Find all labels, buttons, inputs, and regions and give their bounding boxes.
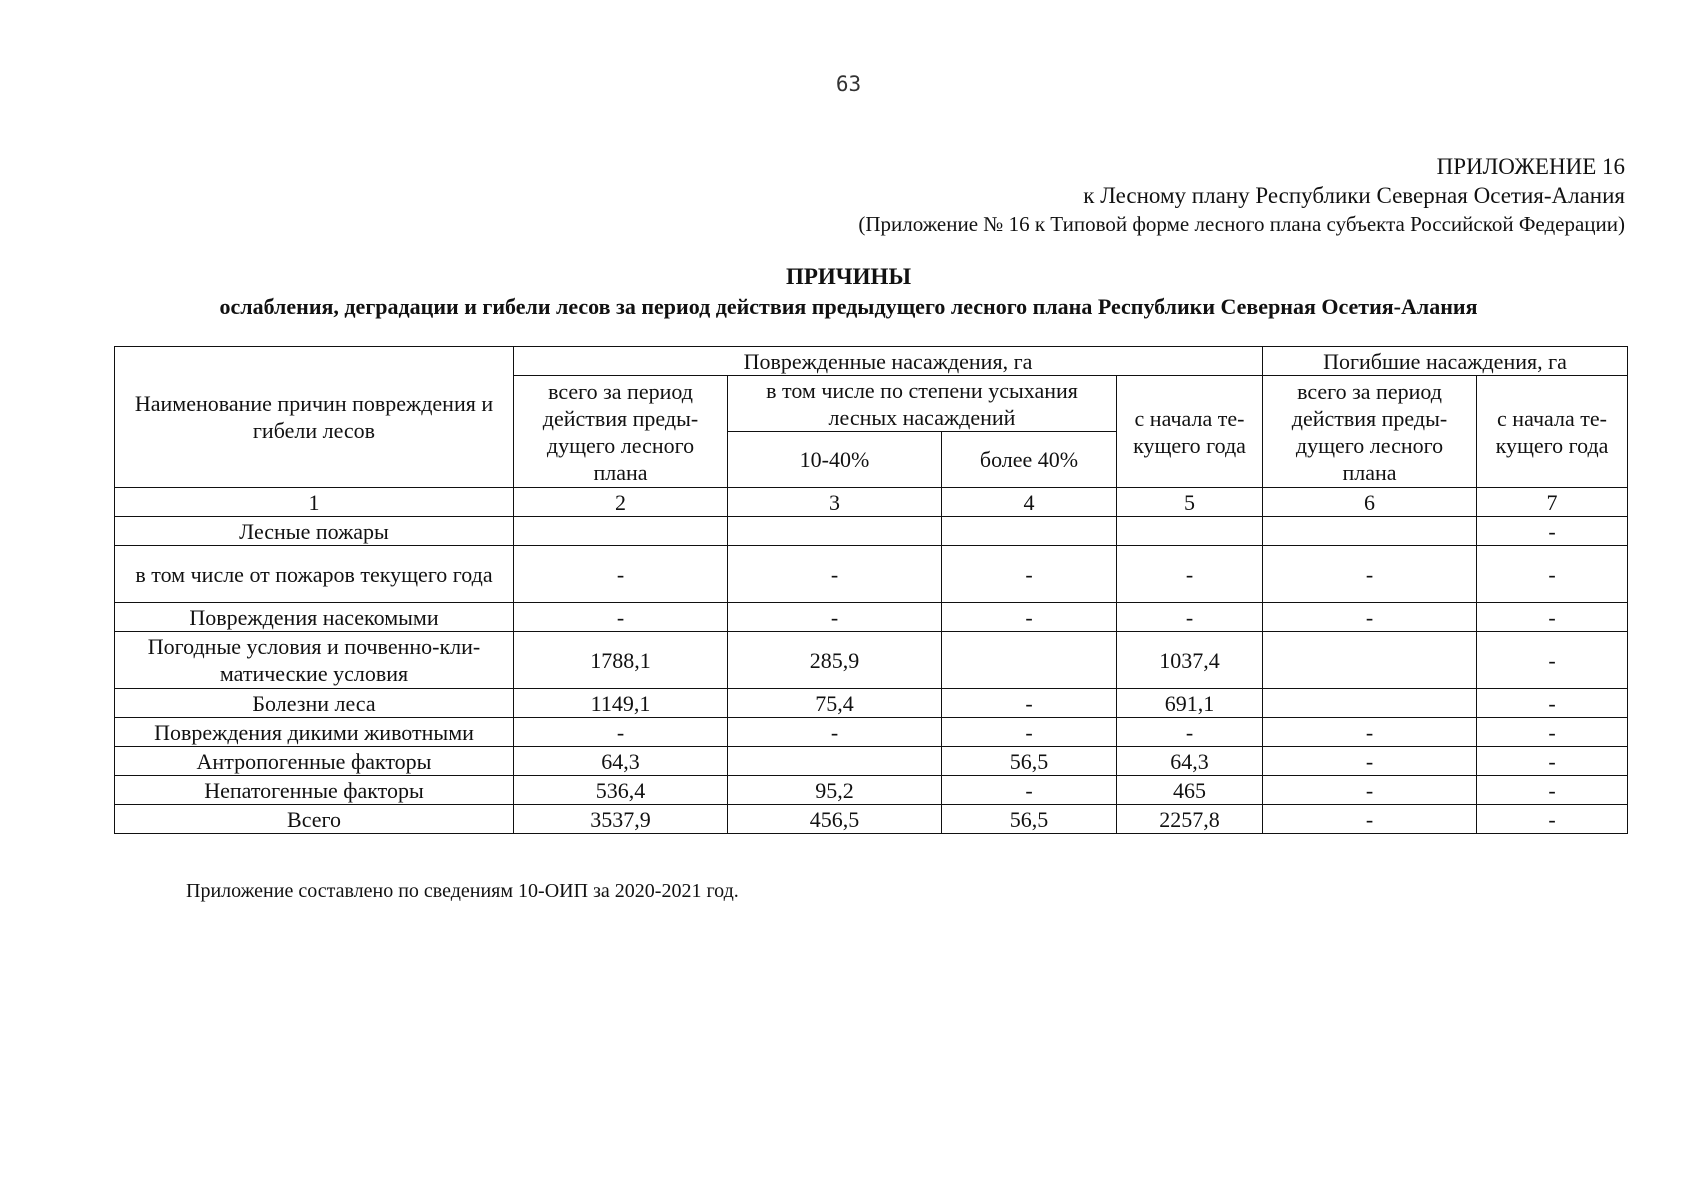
- page-number: 63: [835, 72, 862, 96]
- cell-damaged-current: 1037,4: [1117, 632, 1263, 689]
- header-row-1: [115, 347, 1628, 376]
- table-row: [115, 747, 1628, 776]
- cell-degree-over-40: -: [942, 776, 1117, 805]
- cell-degree-10-40: [728, 747, 942, 776]
- row-name: в том числе от пожаров текущего года: [115, 546, 514, 603]
- cell-dead-total: -: [1263, 718, 1477, 747]
- cell-degree-10-40: 285,9: [728, 632, 942, 689]
- table-row-total: [115, 805, 1628, 834]
- header-degree-over-40: более 40%: [942, 432, 1117, 488]
- document-title: ПРИЧИНЫ: [785, 264, 912, 289]
- cell-degree-10-40: 456,5: [728, 805, 942, 834]
- table-row: [115, 689, 1628, 718]
- table-row: [115, 632, 1628, 689]
- cell-damaged-current: -: [1117, 718, 1263, 747]
- cell-degree-over-40: -: [942, 603, 1117, 632]
- row-name: Повреждения насекомыми: [115, 603, 514, 632]
- cell-degree-over-40: [942, 517, 1117, 546]
- appendix-reference: к Лесному плану Республики Северная Осетия-Алания: [1083, 183, 1625, 208]
- header-cause: Наименование причин повреждения и гибели лесов: [115, 347, 514, 488]
- cell-dead-total: -: [1263, 546, 1477, 603]
- column-number: 2: [514, 488, 728, 517]
- cell-degree-10-40: -: [728, 603, 942, 632]
- cell-damaged-total: 536,4: [514, 776, 728, 805]
- cell-degree-over-40: -: [942, 546, 1117, 603]
- cell-dead-total: [1263, 517, 1477, 546]
- cell-damaged-total: 1149,1: [514, 689, 728, 718]
- cell-dead-total: -: [1263, 603, 1477, 632]
- forest-damage-table: [114, 346, 1628, 834]
- table-row: [115, 718, 1628, 747]
- appendix-title: ПРИЛОЖЕНИЕ 16: [1436, 154, 1625, 179]
- header-damaged-degree: в том числе по степени усыхания лесных насаждений: [728, 376, 1117, 432]
- document-subtitle: ослабления, деградации и гибели лесов за период действия предыдущего лесного плана Республики Северная Осетия-Алания: [219, 294, 1478, 319]
- header-damaged-total: всего за период действия преды-дущего лесного плана: [514, 376, 728, 488]
- cell-dead-current: -: [1477, 603, 1628, 632]
- column-number: 7: [1477, 488, 1628, 517]
- row-name: Антропогенные факторы: [115, 747, 514, 776]
- column-number: 5: [1117, 488, 1263, 517]
- row-name: Болезни леса: [115, 689, 514, 718]
- cell-damaged-current: 2257,8: [1117, 805, 1263, 834]
- column-number: 3: [728, 488, 942, 517]
- cell-degree-over-40: -: [942, 689, 1117, 718]
- header-dead: Погибшие насаждения, га: [1263, 347, 1628, 376]
- table-row: [115, 603, 1628, 632]
- cell-degree-10-40: -: [728, 546, 942, 603]
- column-number: 1: [115, 488, 514, 517]
- cell-damaged-total: 3537,9: [514, 805, 728, 834]
- cell-damaged-current: 465: [1117, 776, 1263, 805]
- footnote: Приложение составлено по сведениям 10-ОИП за 2020-2021 год.: [186, 880, 739, 902]
- cell-degree-10-40: [728, 517, 942, 546]
- cell-dead-current: -: [1477, 805, 1628, 834]
- header-dead-total: всего за период действия преды-дущего лесного плана: [1263, 376, 1477, 488]
- cell-damaged-current: 691,1: [1117, 689, 1263, 718]
- cell-dead-current: -: [1477, 747, 1628, 776]
- cell-damaged-current: -: [1117, 603, 1263, 632]
- cell-dead-total: -: [1263, 805, 1477, 834]
- column-numbers-row: [115, 488, 1628, 517]
- cell-damaged-total: [514, 517, 728, 546]
- row-name: Лесные пожары: [115, 517, 514, 546]
- cell-dead-total: -: [1263, 747, 1477, 776]
- table-row: [115, 517, 1628, 546]
- cell-dead-current: -: [1477, 776, 1628, 805]
- table-row: [115, 776, 1628, 805]
- column-number: 4: [942, 488, 1117, 517]
- cell-dead-total: [1263, 689, 1477, 718]
- cell-degree-10-40: -: [728, 718, 942, 747]
- header-dead-current: с начала те-кущего года: [1477, 376, 1628, 488]
- cell-degree-10-40: 75,4: [728, 689, 942, 718]
- header-degree-10-40: 10-40%: [728, 432, 942, 488]
- cell-damaged-total: 1788,1: [514, 632, 728, 689]
- cell-damaged-total: -: [514, 603, 728, 632]
- cell-damaged-total: -: [514, 546, 728, 603]
- cell-dead-current: -: [1477, 718, 1628, 747]
- cell-degree-over-40: 56,5: [942, 747, 1117, 776]
- row-name: Всего: [115, 805, 514, 834]
- cell-damaged-total: 64,3: [514, 747, 728, 776]
- cell-degree-over-40: -: [942, 718, 1117, 747]
- cell-degree-10-40: 95,2: [728, 776, 942, 805]
- header-damaged: Поврежденные насаждения, га: [514, 347, 1263, 376]
- cell-damaged-current: 64,3: [1117, 747, 1263, 776]
- row-name: Непатогенные факторы: [115, 776, 514, 805]
- cell-degree-over-40: 56,5: [942, 805, 1117, 834]
- cell-damaged-current: [1117, 517, 1263, 546]
- cell-damaged-current: -: [1117, 546, 1263, 603]
- cell-damaged-total: -: [514, 718, 728, 747]
- appendix-header: [858, 152, 1625, 238]
- table-row: [115, 546, 1628, 603]
- appendix-form-reference: (Приложение № 16 к Типовой форме лесного плана субъекта Российской Федерации): [858, 212, 1625, 236]
- cell-dead-current: -: [1477, 517, 1628, 546]
- cell-dead-current: -: [1477, 632, 1628, 689]
- column-number: 6: [1263, 488, 1477, 517]
- row-name: Погодные условия и почвенно-кли-матические условия: [115, 632, 514, 689]
- cell-dead-total: [1263, 632, 1477, 689]
- cell-dead-current: -: [1477, 689, 1628, 718]
- cell-dead-total: -: [1263, 776, 1477, 805]
- cell-degree-over-40: [942, 632, 1117, 689]
- header-damaged-current: с начала те-кущего года: [1117, 376, 1263, 488]
- row-name: Повреждения дикими животными: [115, 718, 514, 747]
- cell-dead-current: -: [1477, 546, 1628, 603]
